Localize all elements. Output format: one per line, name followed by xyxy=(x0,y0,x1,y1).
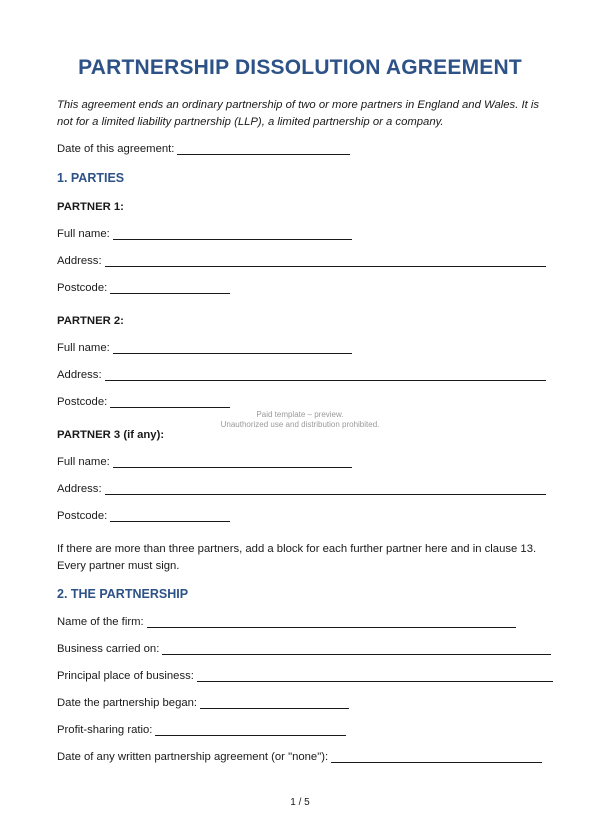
partner3-postcode-field[interactable] xyxy=(110,511,230,522)
watermark-line2: Unauthorized use and distribution prohibited. xyxy=(220,420,380,429)
principal-place-row xyxy=(57,670,553,682)
date-began-label: Date the partnership began: xyxy=(57,697,198,709)
partner1-heading: PARTNER 1: xyxy=(57,201,124,213)
partner2-postcode-field[interactable] xyxy=(110,397,230,408)
page-number: 1 / 5 xyxy=(290,797,310,808)
partner1-address-field[interactable] xyxy=(105,256,546,267)
partner3-heading: PARTNER 3 (if any): xyxy=(57,429,165,441)
section-partnership-heading: 2. THE PARTNERSHIP xyxy=(57,587,189,601)
partner3-name-field[interactable] xyxy=(113,457,352,468)
profit-ratio-row xyxy=(57,724,346,736)
postcode-label: Postcode: xyxy=(57,282,108,294)
date-row xyxy=(57,143,350,155)
partner2-name-row xyxy=(57,342,352,354)
partner2-name-field[interactable] xyxy=(113,343,352,354)
full-name-label: Full name: xyxy=(57,342,110,354)
firm-name-field[interactable] xyxy=(147,617,516,628)
written-agreement-label: Date of any written partnership agreement (or "none"): xyxy=(57,751,329,763)
profit-ratio-field[interactable] xyxy=(155,725,346,736)
address-label: Address: xyxy=(57,255,102,267)
partner2-address-row xyxy=(57,369,546,381)
partner3-address-row xyxy=(57,483,546,495)
full-name-label: Full name: xyxy=(57,456,110,468)
partner1-postcode-row xyxy=(57,282,230,294)
partner1-name-row xyxy=(57,228,352,240)
partner2-heading: PARTNER 2: xyxy=(57,315,124,327)
written-agreement-field[interactable] xyxy=(331,752,542,763)
address-label: Address: xyxy=(57,483,102,495)
written-agreement-row xyxy=(57,751,542,763)
watermark-line1: Paid template – preview. xyxy=(256,410,344,419)
document-title: PARTNERSHIP DISSOLUTION AGREEMENT xyxy=(78,56,522,79)
firm-name-row xyxy=(57,616,516,628)
partner3-postcode-row xyxy=(57,510,230,522)
intro-paragraph: This agreement ends an ordinary partnership of two or more partners in England and Wales. It is not for a limited liability partnership (LLP), a limited partnership or a company. xyxy=(57,99,540,128)
date-label: Date of this agreement: xyxy=(57,143,175,155)
postcode-label: Postcode: xyxy=(57,510,108,522)
business-field[interactable] xyxy=(162,644,551,655)
principal-place-label: Principal place of business: xyxy=(57,670,194,682)
business-label: Business carried on: xyxy=(57,643,160,655)
address-label: Address: xyxy=(57,369,102,381)
date-field[interactable] xyxy=(177,144,350,155)
additional-partners-note: If there are more than three partners, add a block for each further partner here and in clause 13. Every partner must sign. xyxy=(57,543,537,572)
date-began-field[interactable] xyxy=(200,698,349,709)
profit-ratio-label: Profit-sharing ratio: xyxy=(57,724,153,736)
partner1-postcode-field[interactable] xyxy=(110,283,230,294)
partner3-name-row xyxy=(57,456,352,468)
postcode-label: Postcode: xyxy=(57,396,108,408)
preview-watermark xyxy=(0,410,600,430)
partner1-name-field[interactable] xyxy=(113,229,352,240)
date-began-row xyxy=(57,697,349,709)
firm-name-label: Name of the firm: xyxy=(57,616,144,628)
partner2-postcode-row xyxy=(57,396,230,408)
business-row xyxy=(57,643,551,655)
principal-place-field[interactable] xyxy=(197,671,553,682)
full-name-label: Full name: xyxy=(57,228,110,240)
partner1-address-row xyxy=(57,255,546,267)
partner2-address-field[interactable] xyxy=(105,370,546,381)
partner3-address-field[interactable] xyxy=(105,484,546,495)
section-parties-heading: 1. PARTIES xyxy=(57,171,125,185)
